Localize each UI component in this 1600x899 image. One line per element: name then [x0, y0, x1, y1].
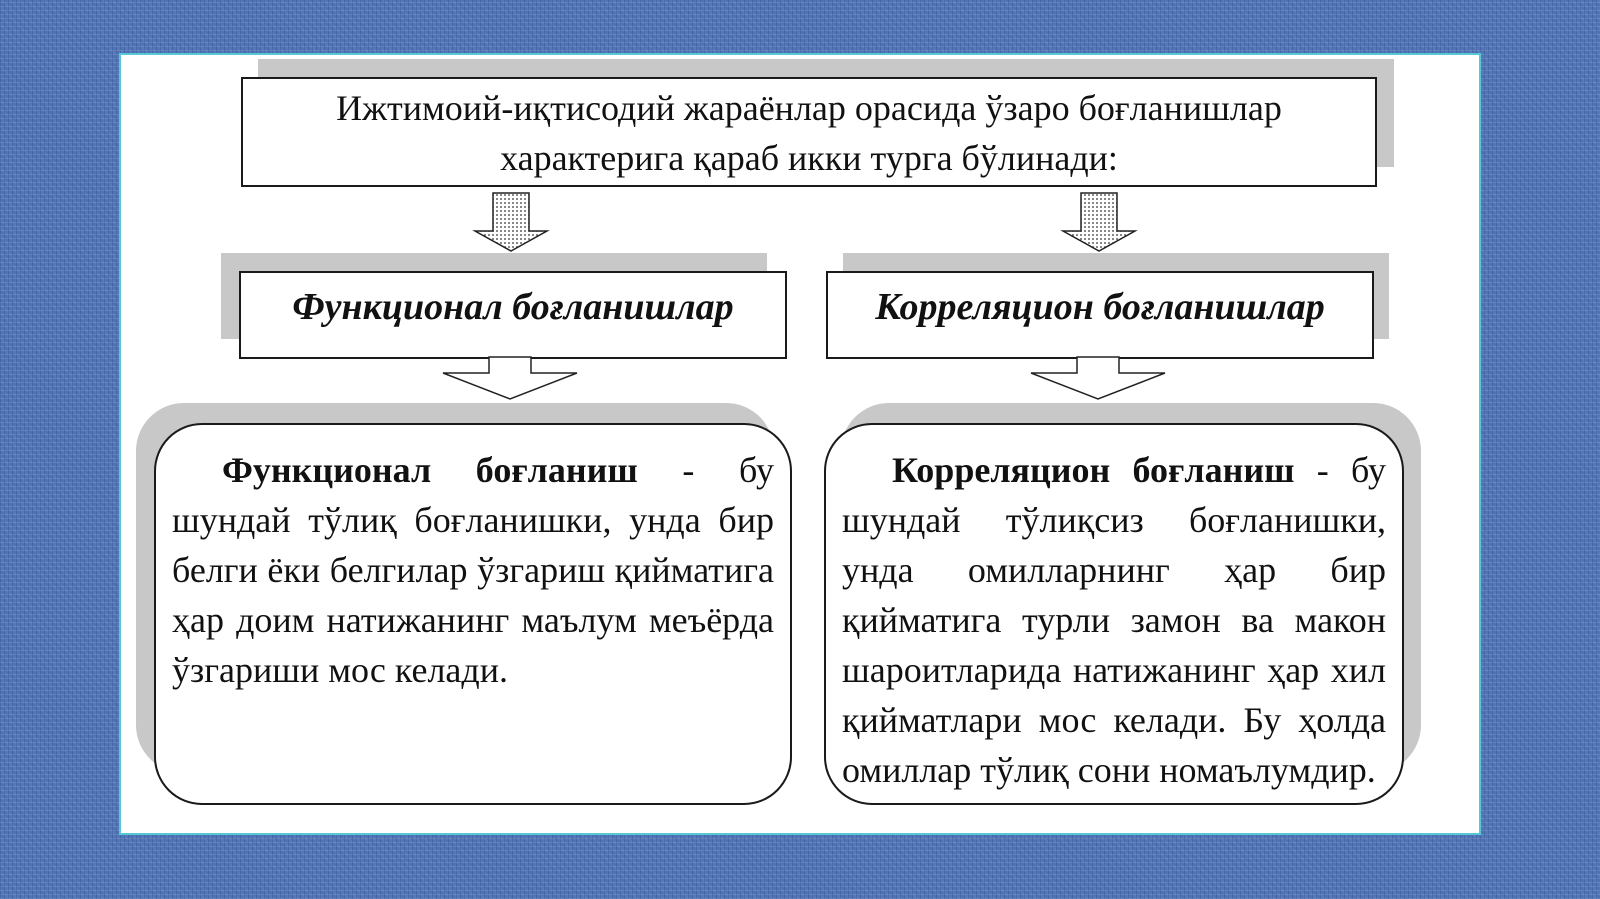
correlation-heading-box: [826, 271, 1374, 359]
diagram-panel: [119, 53, 1481, 835]
top-box: [241, 77, 1377, 187]
functional-definition: [172, 445, 774, 695]
top-box-line1: Ижтимоий-иқтисодий жараёнлар орасида ўзаро боғланишлар: [336, 88, 1282, 128]
correlation-definition-box: [824, 423, 1404, 805]
correlation-heading: Корреляцион боғланишлар: [875, 286, 1325, 328]
functional-heading-box: [239, 271, 787, 359]
correlation-term: Корреляцион боғланиш: [892, 450, 1295, 490]
functional-definition-box: [154, 423, 792, 805]
dotted-down-arrow-icon: [1059, 193, 1139, 253]
top-box-line2: характерига қараб икки турга бўлинади:: [500, 138, 1118, 178]
functional-heading: Функционал боғланишлар: [292, 286, 734, 328]
correlation-definition-text: - бу шундай тўлиқсиз боғланишки, унда омилларнинг ҳар бир қийматига турли замон ва макон шароитларида натижанинг ҳар хил қийматлари мос келади. Бу ҳолда омиллар тўлиқ сони номаълумдир.: [842, 450, 1387, 790]
hollow-down-arrow-icon: [1027, 355, 1169, 403]
correlation-definition: [842, 445, 1386, 795]
dotted-down-arrow-icon: [471, 193, 551, 253]
hollow-down-arrow-icon: [439, 355, 581, 403]
functional-term: Функционал боғланиш: [222, 450, 638, 490]
functional-definition-text: - бу шундай тўлиқ боғланишки, унда бир белги ёки белгилар ўзгариш қийматига ҳар доим натижанинг маълум меъёрда ўзгариши мос келади.: [172, 450, 774, 690]
